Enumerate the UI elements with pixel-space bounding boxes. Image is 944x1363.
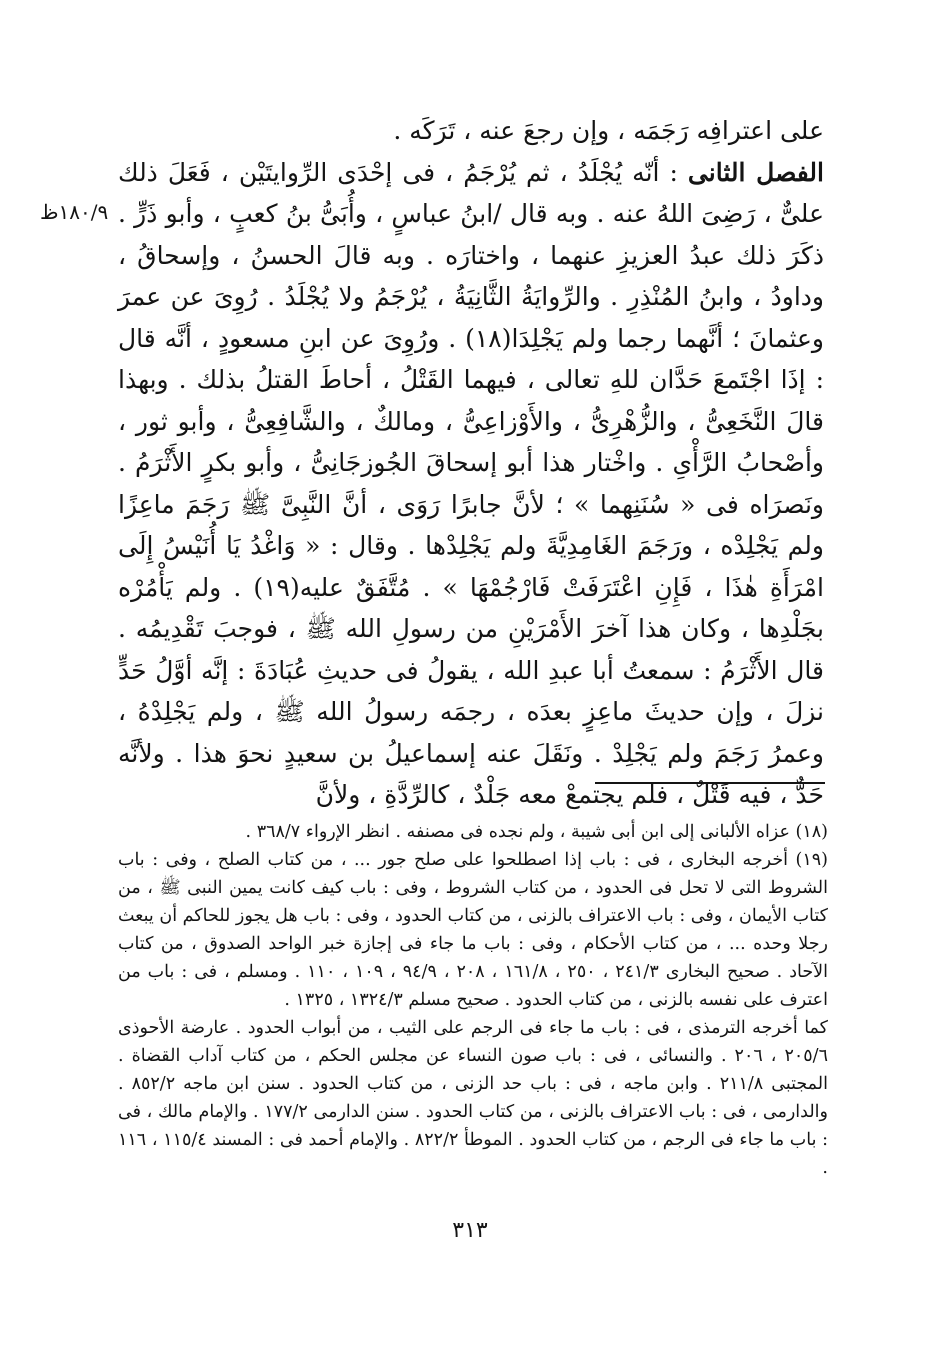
footnote-18: (١٨) عزاه الألبانى إلى ابن أبى شيبة ، ولم نجده فى مصنفه . انظر الإرواء ٣٦٨/٧ . <box>245 822 828 842</box>
opening-line: على اعترافِه رَجَمَه ، وإن رجعَ عنه ، تَرَكَه . <box>393 116 824 145</box>
margin-manuscript-reference: ١٨٠/٩ظ <box>40 200 109 224</box>
footnotes-block <box>118 818 828 1182</box>
footnote-divider <box>595 782 825 784</box>
main-text-block <box>118 110 824 816</box>
footnote-19: (١٩) أخرجه البخارى ، فى : باب إذا اصطلحوا على صلح جور ... ، من كتاب الصلح ، وفى : باب الشروط التى لا تحل فى الحدود ، من كتاب الشروط ، وفى : باب كيف كانت يمين النبى ﷺ ، من كتاب الأيمان ، وفى : باب الاعتراف بالزنى ، من كتاب الحدود ، وفى : باب هل يجوز للحاكم أن يبعث رجلا وحده ... ، من كتاب الأحكام ، وفى : باب ما جاء فى إجازة خبر الواحد الصدوق ، من كتاب الآحاد . صحيح البخارى ٢٤١/٣ ، ٢٥٠ ، ١٦١/٨ ، ٢٠٨ ، ٩٤/٩ ، ١٠٩ ، ١١٠ . ومسلم ، فى : باب من اعترف على نفسه بالزنى ، من كتاب الحدود . صحيح مسلم ١٣٢٤/٣ ، ١٣٢٥ . <box>118 850 828 1010</box>
section-paragraph <box>118 152 824 816</box>
section-heading: الفصل الثانى <box>687 157 824 187</box>
section-body: : أنّه يُجْلَدُ ، ثم يُرْجَمُ ، فى إحْدَى الرِّوايتَيْن ، فَعَلَ ذلك علىٌّ ، رَضِىَ اللهُ عنه . وبه قال /ابنُ عباسٍ ، وأُبَىُّ بنُ كعبٍ ، وأبو ذَرٍّ . ذكَرَ ذلك عبدُ العزيزِ عنهما ، واختارَه . وبه قالَ الحسنُ ، وإسحاقُ ، وداودُ ، وابنُ المُنْذِرِ . والرِّوايَةُ الثَّانِيَةُ ، يُرْجَمُ ولا يُجْلَدُ . رُوِىَ عن عمرَ وعثمانَ ؛ أنَّهما رجما ولم يَجْلِدَا(١٨) . ورُوِىَ عن ابنِ مسعودٍ ، أنَّه قال : إذَا اجْتَمعَ حَدَّان للهِ تعالى ، فيهما القَتْلُ ، أحاطَ القتلُ بذلك . وبهذا قالَ النَّخَعِىُّ ، والزُّهْرِىُّ ، والأَوْزاعِىُّ ، ومالكٌ ، والشَّافِعِىُّ ، وأبو ثور ، وأصْحابُ الرَّأْىِ . واخْتار هذا أبو إسحاقَ الجُوزجَانِىُّ ، وأبو بكرٍ الأَثْرَمُ . ونَصرَاه فى « سُنَنِهما » ؛ لأنَّ جابرًا رَوَى ، أنَّ النَّبِىَّ ﷺ رَجَمَ ماعِزًا ولم يَجْلِدْه ، ورَجَمَ الغَامِدِيَّةَ ولم يَجْلِدْها . وقال : « وَاغْدُ يَا أُنَيْسُ إِلَى امْرَأَةِ هٰذَا ، فَإِنِ اعْتَرَفَتْ فَارْجُمْهَا » . مُتَّفَقٌ عليه(١٩) . ولم يَأْمُرْه بجَلْدِها ، وكان هذا آخرَ الأَمْرَيْنِ من رسولِ الله ﷺ ، فوجبَ تَقْدِيمُه . قال الأَثْرَمُ : سمعتُ أبا عبدِ الله ، يقولُ فى حديثِ عُبَادَةَ : إنَّه أوَّلُ حَدٍّ نزلَ ، وإن حديثَ ماعِزٍ بعدَه ، رجمَه رسولُ الله ﷺ ، ولم يَجْلِدْهُ ، وعمرُ رَجَمَ ولم يَجْلِدْ . ونَقَلَ عنه إسماعيلُ بن سعيدٍ نحوَ هذا . ولأنَّه حَدٌّ ، فيه قَتْلٌ ، فلم يجتمعْ معه جَلْدٌ ، كالرِّدَّةِ ، ولأنَّ <box>118 157 825 809</box>
footnote-19-continued: كما أخرجه الترمذى ، فى : باب ما جاء فى الرجم على الثيب ، من أبواب الحدود . عارضة الأحوذى ٢٠٥/٦ ، ٢٠٦ . والنسائى ، فى : باب صون النساء عن مجلس الحكم ، من كتاب آداب القضاة . المجتبى ٢١١/٨ . وابن ماجه ، فى : باب حد الزنى ، من كتاب الحدود . سنن ابن ماجه ٨٥٢/٢ . والدارمى ، فى : باب الاعتراف بالزنى ، من كتاب الحدود . سنن الدارمى ١٧٧/٢ . والإمام مالك ، فى : باب ما جاء فى الرجم ، من كتاب الحدود . الموطأ ٨٢٢/٢ . والإمام أحمد فى : المسند ١١٥/٤ ، ١١٦ . <box>118 1018 828 1178</box>
page-number: ٣١٣ <box>452 1218 488 1243</box>
